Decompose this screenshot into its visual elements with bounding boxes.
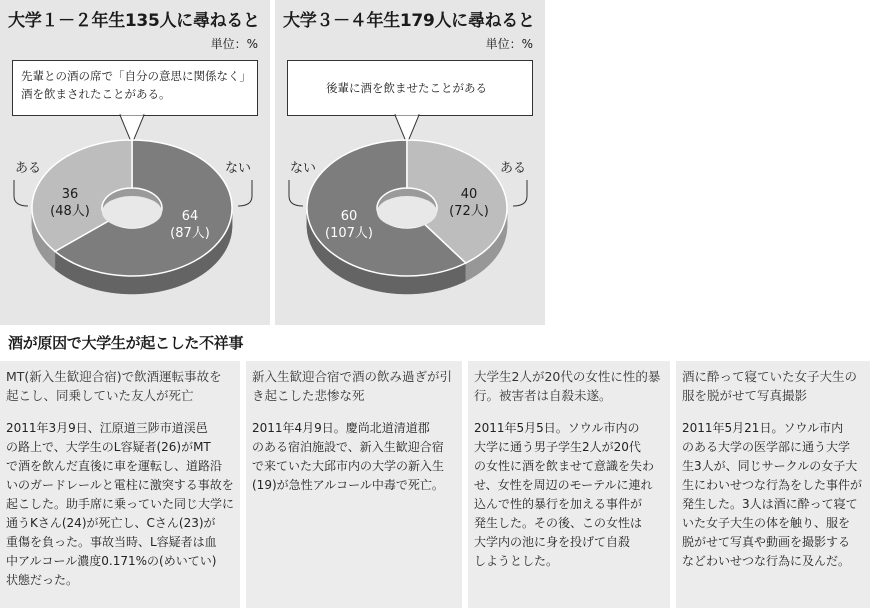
slice-count-label: (87人) [170,226,210,241]
incident-body-line: 込んで性的暴行を加える事件が [474,497,643,511]
incident-card [0,361,240,608]
incident-body-line: 2011年5月21日。ソウル市内 [682,421,844,435]
incident-body-line: 生3人が、同じサークルの女子大 [682,459,858,473]
slice-count-label: (72人) [449,204,489,219]
category-label: ある [14,161,42,176]
unit-label: 単位：% [485,37,533,51]
leader-line [14,180,28,206]
question-bubble: 先輩との酒の席で「自分の意思に関係なく」 酒を飲まされたことがある。 [12,60,258,116]
incident-body-line: 発生した。3人は酒に酔って寝て [682,497,858,511]
donut-chart [275,0,545,325]
incident-body-line: で来ていた大邱市内の大学の新入生 [252,459,445,473]
incident-body-line: (19)が急性アルコール中毒で死亡。 [252,478,444,492]
incident-body-line: 大学に通う男子学生2人が20代 [474,440,641,454]
incident-headline: 新入生歓迎合宿で酒の飲み過ぎが引き起こした悲惨な死 [252,369,453,403]
incident-body-line: 発生した。その後、この女性は [474,516,643,530]
donut-side-segment [466,262,469,281]
incident-body-line: で酒を飲んだ直後に車を運転し、道路沿 [6,459,223,473]
incident-body-line: 状態だった。 [6,573,79,587]
donut-hole-floor [377,196,437,228]
incident-body-line: 2011年3月9日、江原道三陟市道渓邑 [6,421,208,435]
incident-body-line: などわいせつな行為に及んだ。 [682,554,851,568]
incident-body-line: 中アルコール濃度0.171%の(めいてい) [6,554,217,568]
incident-body-line: のある大学の医学部に通う大学 [682,440,851,454]
incident-body [682,419,864,571]
leader-line [238,180,252,206]
incident-body [252,419,456,495]
incident-card [468,361,670,608]
category-label: ある [499,161,527,176]
survey-panel-right [275,0,545,325]
incident-body-line: 2011年4月9日。慶尚北道清道郡 [252,421,430,435]
incident-body-line: いのガードレールと電柱に激突する事故を [6,478,234,492]
incident-headline: MT(新入生歓迎合宿)で飲酒運転事故を起こし、同乗していた友人が死亡 [6,369,222,403]
survey-panel-left [0,0,270,325]
incident-body-line: の女性に酒を飲ませて意識を失わ [474,459,655,473]
donut-hole-floor [102,196,162,228]
incident-body-line: 重傷を負った。事故当時、L容疑者は血 [6,535,217,549]
incident-body [474,419,664,571]
slice-value-label: 40 [460,187,478,202]
incident-body-line: せ、女性を周辺のモーテルに連れ [474,478,653,492]
slice-value-label: 36 [61,187,79,202]
category-label: ない [224,161,252,176]
leader-line [513,180,527,206]
unit-label: 単位：% [210,37,258,51]
chart-title: 大学３－４年生179人に尋ねると [283,11,535,31]
incident-body [6,419,234,590]
donut-chart [0,0,270,325]
incident-card [676,361,870,608]
slice-value-label: 64 [181,209,199,224]
incident-body-line: 2011年5月5日。ソウル市内の [474,421,640,435]
slice-value-label: 60 [340,209,358,224]
slice-count-label: (107人) [325,226,373,241]
leader-line [289,180,303,206]
question-bubble: 後輩に酒を飲ませたことがある [287,60,533,116]
incident-headline: 酒に酔って寝ていた女子大生の服を脱がせて写真撮影 [682,369,858,403]
incident-body-line: いた女子大生の体を触り、服を [682,516,851,530]
section-title: 酒が原因で大学生が起こした不祥事 [8,334,244,352]
incident-body-line: の路上で、大学生のL容疑者(26)がMT [6,440,211,454]
incident-body-line: のある宿泊施設で、新入生歓迎合宿 [252,440,444,454]
slice-count-label: (48人) [50,204,90,219]
incident-body-line: 生にわいせつな行為をした事件が [682,478,863,492]
incident-card [246,361,462,608]
incident-body-line: しようとした。 [474,554,559,568]
incident-body-line: 起こした。助手席に乗っていた同じ大学に [6,497,235,511]
category-label: ない [289,161,317,176]
incident-body-line: 通うKさん(24)が死亡し、Cさん(23)が [6,516,216,530]
incident-body-line: 脱がせて写真や動画を撮影する [682,535,851,549]
incident-headline: 大学生2人が20代の女性に性的暴行。被害者は自殺未遂。 [474,369,661,403]
chart-title: 大学１－２年生135人に尋ねると [8,11,260,31]
incident-body-line: 大学内の池に身を投げて自殺 [474,535,631,549]
